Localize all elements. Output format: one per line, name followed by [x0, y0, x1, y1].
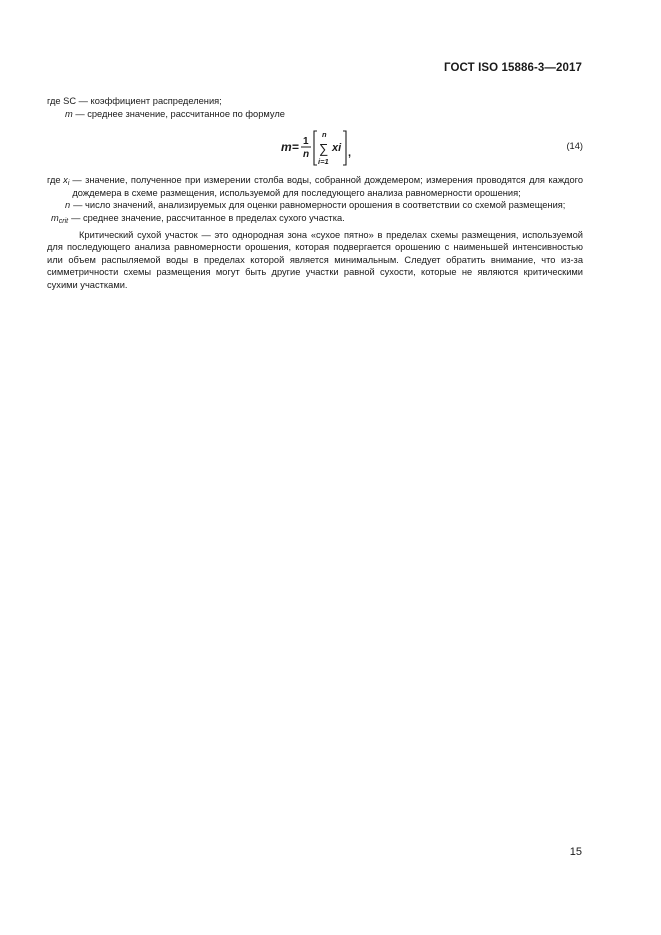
formula-number: (14): [566, 141, 583, 152]
formula-equation: [279, 126, 369, 170]
document-header: [444, 62, 582, 74]
definition-sc: [47, 95, 583, 108]
definition-mcrit-text: — среднее значение, рассчитанное в пределах сухого участка.: [71, 212, 345, 223]
definition-m-symbol: m: [65, 108, 73, 119]
formula-left-bracket: [314, 131, 317, 165]
definition-sc-text: где SC — коэффициент распределения;: [47, 96, 222, 106]
formula-frac-numerator: 1: [303, 136, 309, 148]
definition-n: [47, 199, 583, 212]
definition-m: [47, 108, 583, 121]
formula-14: [47, 126, 583, 170]
formula-sum-sign: ∑: [319, 141, 329, 157]
formula-lhs: m: [281, 140, 292, 155]
definition-xi: [47, 174, 583, 199]
definition-m-text: — среднее значение, рассчитанное по формуле: [72, 108, 285, 119]
formula-right-bracket: [343, 131, 346, 165]
definition-n-text: — число значений, анализируемых для оценки равномерности орошения в соответствии со схемой размещения;: [73, 200, 566, 211]
formula-trailing-comma: ,: [348, 147, 352, 160]
definition-mcrit-label: [47, 212, 68, 229]
definition-xi-symbol: x: [63, 175, 68, 186]
formula-frac-denominator: n: [303, 149, 310, 161]
definition-mcrit: [47, 212, 583, 229]
formula-sum-term: xi: [332, 142, 342, 155]
formula-sum-lower: i=1: [318, 157, 329, 167]
critical-dry-area-paragraph: Критический сухой участок — это однородная зона «сухое пятно» в пределах схемы размещения, используемой для последующего анализа равномерности орошения, которая подвергается орошению с наименьшей интенсивностью или объем распыляемой воды в пределах которой является минимальным. Следует обратить внимание, что из-за симметричности схемы размещения могут быть другие участки равной сухости, которые не являются критическими сухими участками.: [47, 229, 583, 290]
standard-number: ГОСТ ISO 15886-3—2017: [444, 62, 582, 74]
formula-sum-upper: n: [322, 130, 327, 140]
definition-xi-text: — значение, полученное при измерении столба воды, собранной дождемером; измерения проводятся для каждого дождемера в схеме размещения, используемой для последующего анализа равномерности орошения;: [72, 175, 583, 198]
formula-equals: =: [292, 140, 300, 155]
definition-mcrit-symbol: m: [51, 212, 59, 223]
page-content: [47, 95, 583, 301]
definition-xi-label: [47, 174, 69, 191]
definition-xi-prefix: где: [47, 175, 64, 186]
page-number: 15: [569, 846, 582, 858]
definition-n-label: [47, 199, 70, 212]
definition-xi-subscript: i: [67, 180, 70, 188]
definition-mcrit-subscript: crit: [58, 217, 69, 225]
definition-n-symbol: n: [65, 200, 71, 211]
